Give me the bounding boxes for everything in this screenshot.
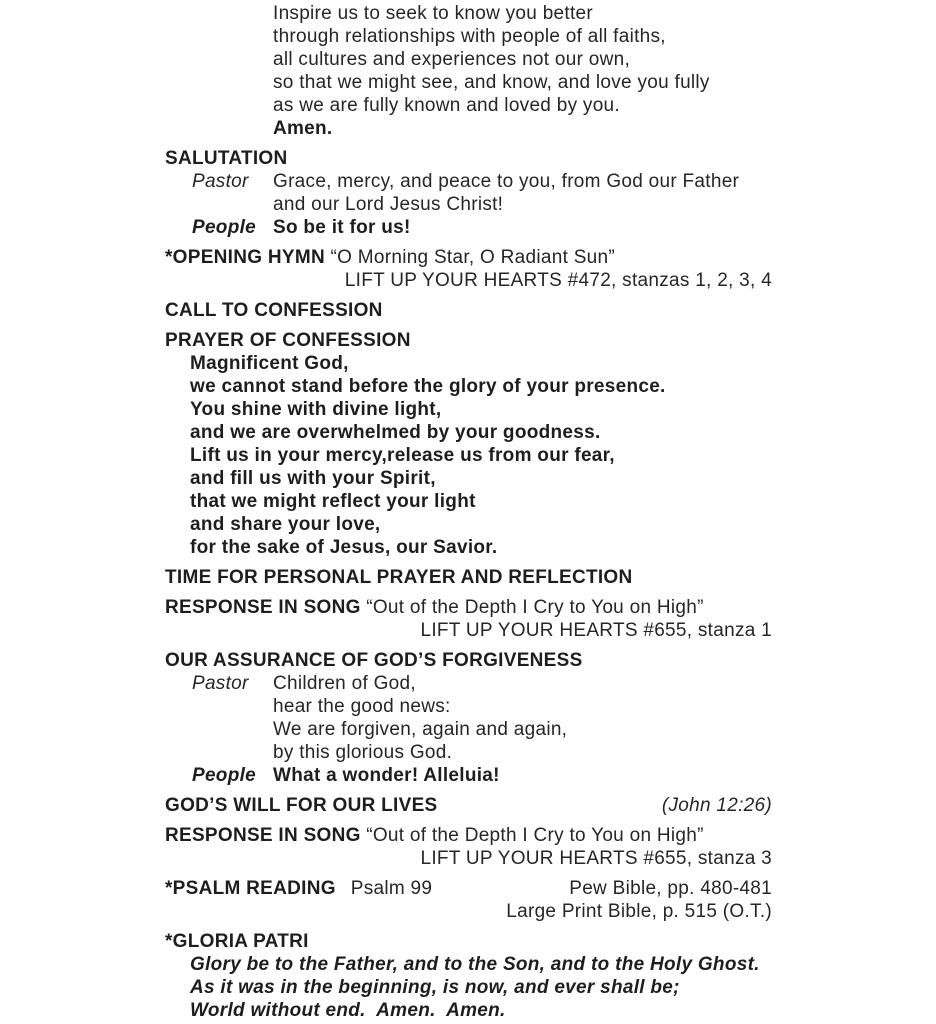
psalm-reading-section [165,877,772,923]
response-2-heading: RESPONSE IN SONG [165,825,361,846]
response-2-line [165,824,772,847]
prayer-of-confession-heading: PRAYER OF CONFESSION [165,330,411,351]
gloria-patri-line: World without end. Amen. Amen. [190,1000,506,1021]
opening-prayer-line: Inspire us to seek to know you better [273,3,593,24]
pastor-dialog-line: and our Lord Jesus Christ! [273,194,504,215]
assurance-people-row [165,764,772,787]
confession-line: and share your love, [190,514,381,535]
gods-will-reference: (John 12:26) [661,795,772,816]
salutation-heading: SALUTATION [165,148,288,169]
salutation-section [165,147,772,239]
people-label: People [192,765,257,786]
confession-line: we cannot stand before the glory of your presence. [190,376,666,397]
response-1-line [165,596,772,619]
people-dialog-line: What a wonder! Alleluia! [273,765,500,786]
gloria-patri-section [165,930,772,1022]
call-to-confession-section [165,299,772,322]
gods-will-heading: GOD’S WILL FOR OUR LIVES [165,795,438,816]
people-dialog-line: So be it for us! [273,217,411,238]
pastor-dialog-line: Children of God, [273,673,416,694]
response-in-song-2-section [165,824,772,870]
call-to-confession-heading: CALL TO CONFESSION [165,300,383,321]
assurance-section [165,649,772,787]
gloria-patri-line: Glory be to the Father, and to the Son, and to the Holy Ghost. [190,954,760,975]
assurance-heading: OUR ASSURANCE OF GOD’S FORGIVENESS [165,650,583,671]
pastor-label: Pastor [192,171,249,192]
response-2-title: “Out of the Depth I Cry to You on High” [366,825,704,846]
opening-hymn-line [165,246,772,269]
pastor-dialog-line: by this glorious God. [273,742,453,763]
prayer-of-confession-section [165,329,772,559]
response-2-source: LIFT UP YOUR HEARTS #655, stanza 3 [420,848,772,869]
pastor-label: Pastor [192,673,249,694]
time-for-prayer-section [165,566,772,589]
pastor-dialog [273,170,772,216]
assurance-pastor-row [165,672,772,764]
pastor-dialog [273,672,772,764]
pew-bible-reference: Pew Bible, pp. 480-481 [569,878,772,899]
salutation-people-row [165,216,772,239]
pastor-dialog-line: We are forgiven, again and again, [273,719,568,740]
opening-prayer-line: all cultures and experiences not our own, [273,49,631,70]
psalm-reading-heading: *PSALM READING [165,878,336,899]
psalm-passage: Psalm 99 [350,878,433,899]
confession-line: You shine with divine light, [190,399,442,420]
confession-line: and we are overwhelmed by your goodness. [190,422,601,443]
opening-hymn-source: LIFT UP YOUR HEARTS #472, stanzas 1, 2, 3, 4 [344,270,772,291]
response-1-heading: RESPONSE IN SONG [165,597,361,618]
gods-will-section [165,794,772,817]
gods-will-row [165,794,772,817]
gloria-patri-line: As it was in the beginning, is now, and ever shall be; [190,977,680,998]
confession-line: for the sake of Jesus, our Savior. [190,537,498,558]
opening-prayer-amen: Amen. [273,118,333,139]
opening-prayer-line: so that we might see, and know, and love you fully [273,72,710,93]
pastor-dialog-line: hear the good news: [273,696,451,717]
response-1-source: LIFT UP YOUR HEARTS #655, stanza 1 [420,620,772,641]
psalm-reading-row [165,877,772,900]
confession-line: that we might reflect your light [190,491,476,512]
opening-hymn-title: “O Morning Star, O Radiant Sun” [330,247,615,268]
gloria-patri-heading: *GLORIA PATRI [165,931,309,952]
opening-prayer-line: through relationships with people of all faiths, [273,26,666,47]
opening-prayer-line: as we are fully known and loved by you. [273,95,620,116]
response-1-title: “Out of the Depth I Cry to You on High” [366,597,704,618]
confession-line: Magnificent God, [190,353,349,374]
confession-line: Lift us in your mercy,release us from our fear, [190,445,615,466]
pastor-dialog-line: Grace, mercy, and peace to you, from God our Father [273,171,740,192]
people-label: People [192,217,257,238]
confession-line: and fill us with your Spirit, [190,468,436,489]
opening-hymn-section [165,246,772,292]
opening-hymn-heading: *OPENING HYMN [165,247,325,268]
large-print-reference: Large Print Bible, p. 515 (O.T.) [506,901,772,922]
salutation-pastor-row [165,170,772,216]
opening-prayer-section [165,2,772,140]
response-in-song-1-section [165,596,772,642]
time-for-prayer-heading: TIME FOR PERSONAL PRAYER AND REFLECTION [165,567,633,588]
